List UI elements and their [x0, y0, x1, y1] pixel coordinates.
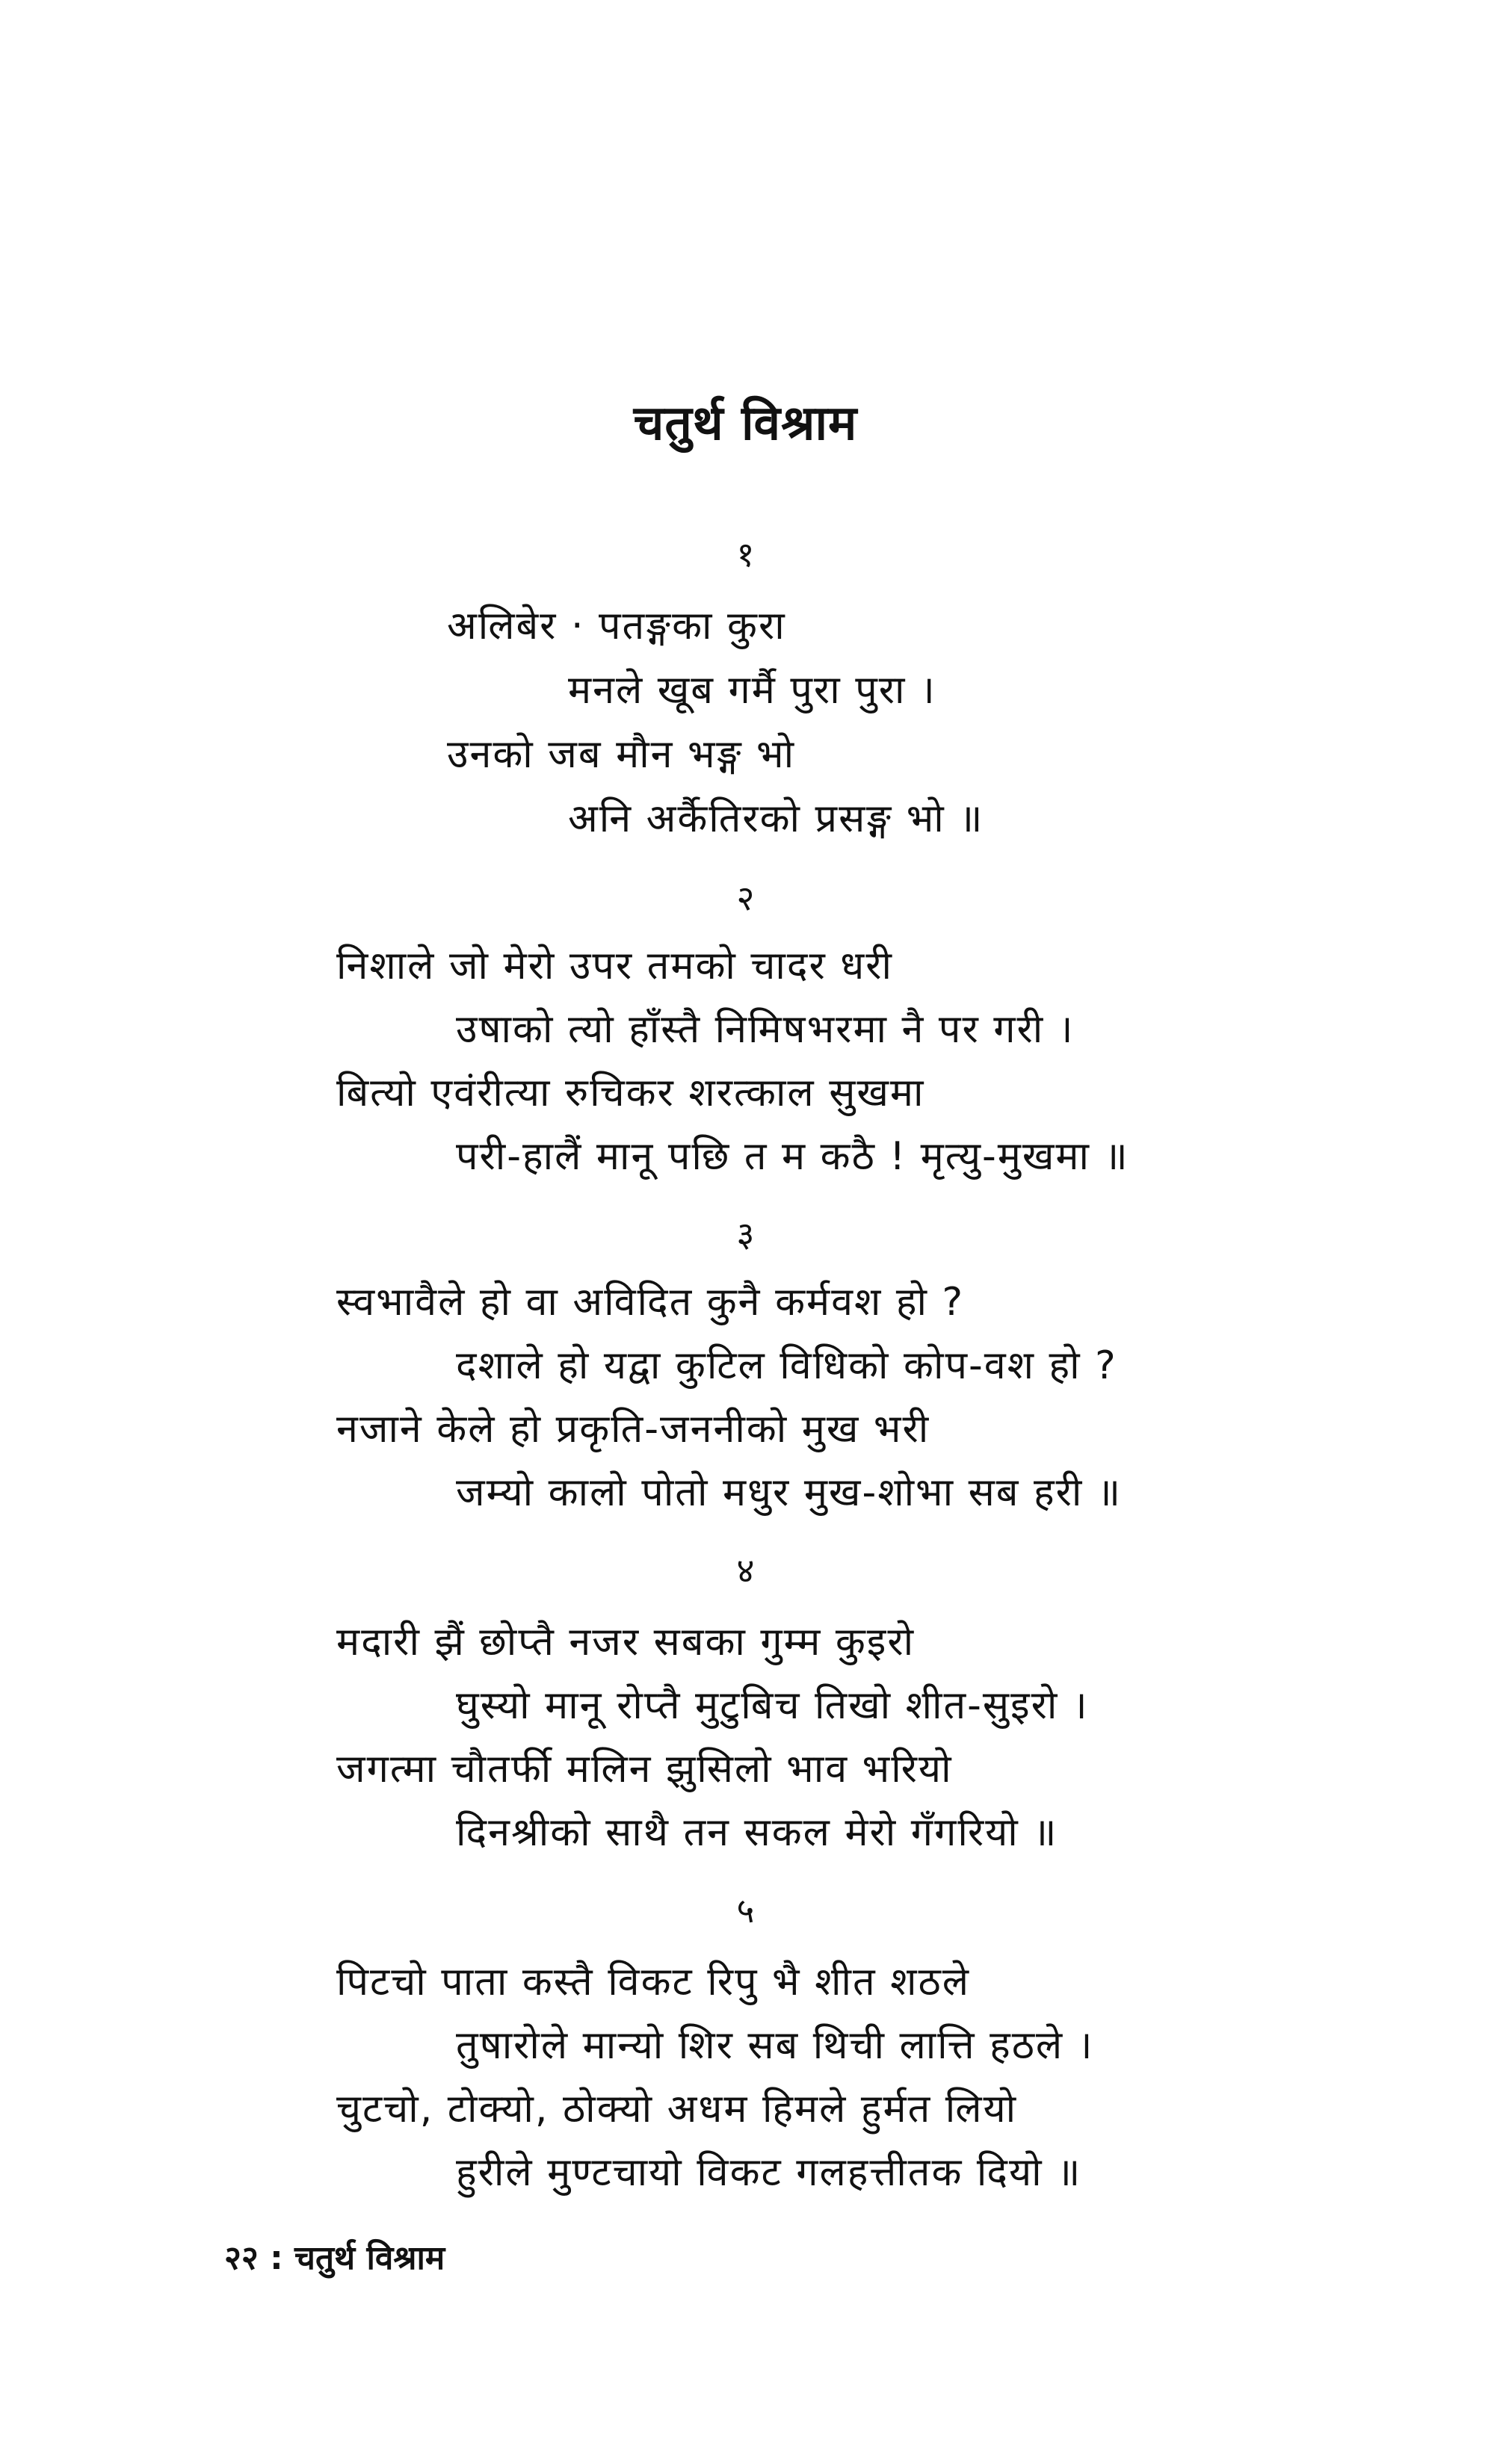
stanza-number: २: [736, 878, 755, 918]
verse-line: दिनश्रीको साथै तन सकल मेरो गँगरियो ॥: [456, 1810, 1058, 1855]
stanza-number: १: [736, 534, 755, 575]
verse-line: अलिबेर · पतङ्गका कुरा: [447, 604, 786, 648]
verse-line: जम्यो कालो पोतो मधुर मुख-शोभा सब हरी ॥: [456, 1470, 1122, 1515]
verse-line: मनले खूब गर्मै पुरा पुरा ।: [568, 668, 936, 713]
verse-line: नजाने केले हो प्रकृति-जननीको मुख भरी: [336, 1407, 930, 1452]
verse-line: अनि अर्कैतिरको प्रसङ्ग भो ॥: [568, 796, 984, 841]
verse-line: उषाको त्यो हाँस्तै निमिषभरमा नै पर गरी ।: [456, 1007, 1075, 1052]
stanza-number: ५: [736, 1890, 755, 1931]
verse-line: बित्यो एवंरीत्या रुचिकर शरत्काल सुखमा: [336, 1071, 925, 1115]
verse-line: पिटचो पाता कस्तै विकट रिपु भै शीत शठले: [336, 1960, 970, 2005]
verse-line: जगत्मा चौतर्फी मलिन झुसिलो भाव भरियो: [336, 1747, 953, 1792]
verse-line: चुटचो, टोक्यो, ठोक्यो अधम हिमले हुर्मत लियो: [336, 2087, 1018, 2132]
stanza-number: ४: [736, 1550, 755, 1591]
verse-line: मदारी झैं छोप्तै नजर सबका गुम्म कुइरो: [336, 1620, 916, 1665]
page-number: २२ :: [224, 2239, 283, 2277]
verse-line: घुस्यो मानू रोप्तै मुटुबिच तिखो शीत-सुइरो ।: [456, 1683, 1089, 1728]
verse-line: उनको जब मौन भङ्ग भो: [447, 732, 796, 777]
verse-line: स्वभावैले हो वा अविदित कुनै कर्मवश हो ?: [336, 1280, 965, 1325]
verse-line: तुषारोले मान्यो शिर सब थिची लात्ति हठले ।: [456, 2023, 1094, 2068]
chapter-title: चतुर्थ विश्राम: [633, 396, 858, 451]
page-footer: [224, 2234, 445, 2279]
verse-line: हुरीले मुण्टचायो विकट गलहत्तीतक दियो ॥: [456, 2150, 1082, 2195]
verse-line: दशाले हो यद्वा कुटिल विधिको कोप-वश हो ?: [456, 1343, 1117, 1388]
stanza-number: ३: [736, 1214, 755, 1254]
running-title: चतुर्थ विश्राम: [294, 2239, 445, 2277]
verse-line: परी-हालैं मानू पछि त म कठै ! मृत्यु-मुखमा ॥: [456, 1134, 1129, 1179]
verse-line: निशाले जो मेरो उपर तमको चादर धरी: [336, 944, 893, 988]
